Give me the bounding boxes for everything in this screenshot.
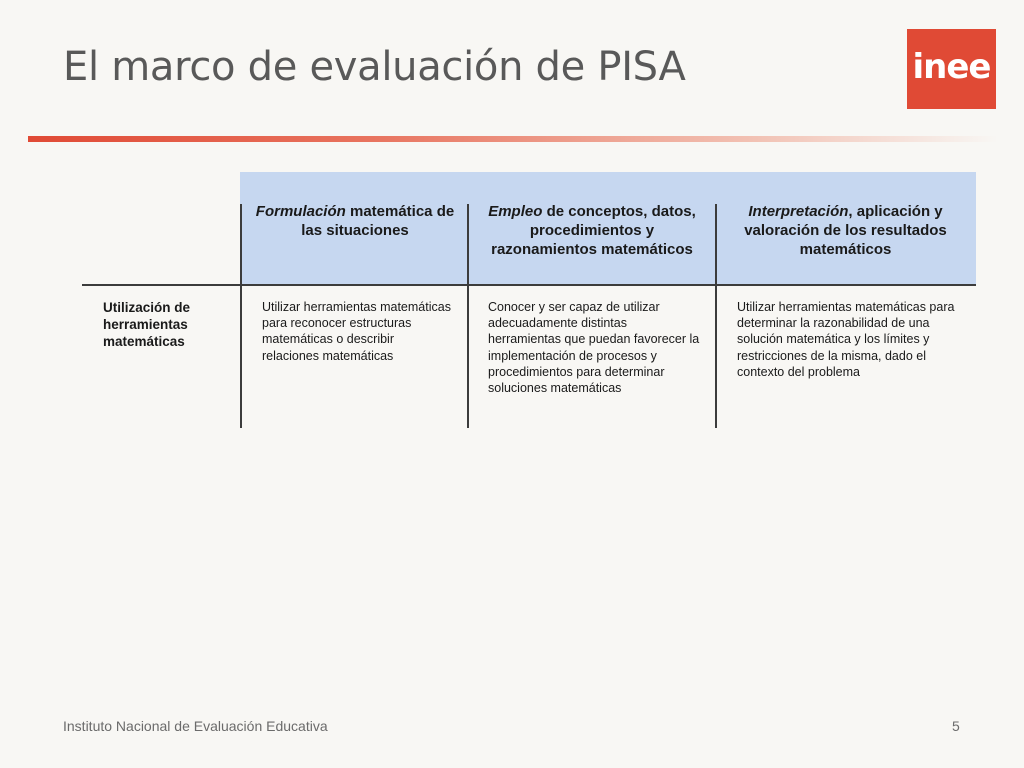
page-number: 5 xyxy=(952,718,960,734)
column-divider xyxy=(715,204,717,428)
title-underline-divider xyxy=(28,136,998,142)
header-text: de conceptos, datos, procedimientos y razonamientos matemáticos xyxy=(491,203,696,258)
header-row-divider xyxy=(82,284,976,286)
header-emphasis: Formulación xyxy=(255,203,346,220)
row-label: Utilización de herramientas matemáticas xyxy=(103,300,191,349)
header-text: matemática de las situaciones xyxy=(301,203,455,239)
cell-formulacion: Utilizar herramientas matemáticas para reconocer estructuras matemáticas o describir relaciones matemáticas xyxy=(262,300,451,363)
column-divider xyxy=(467,204,469,428)
header-interpretacion xyxy=(728,202,963,259)
inee-logo xyxy=(907,29,996,109)
footer-institution: Instituto Nacional de Evaluación Educativa xyxy=(63,718,328,734)
cell-interpretacion: Utilizar herramientas matemáticas para determinar la razonabilidad de una solución matemática y los límites y restricciones de la misma, dado el contexto del problema xyxy=(737,300,955,379)
logo-text: inee xyxy=(912,47,991,87)
header-formulacion xyxy=(250,202,460,240)
header-empleo xyxy=(482,202,702,259)
column-divider xyxy=(240,204,242,428)
header-emphasis: Interpretación xyxy=(748,203,849,220)
header-text: , aplicación y valoración de los resultados matemáticos xyxy=(744,203,947,258)
header-emphasis: Empleo xyxy=(488,203,543,220)
cell-empleo: Conocer y ser capaz de utilizar adecuadamente distintas herramientas que puedan favorecer la implementación de procesos y procedimientos para determinar soluciones matemáticas xyxy=(488,300,700,396)
slide-title: El marco de evaluación de PISA xyxy=(63,44,686,90)
